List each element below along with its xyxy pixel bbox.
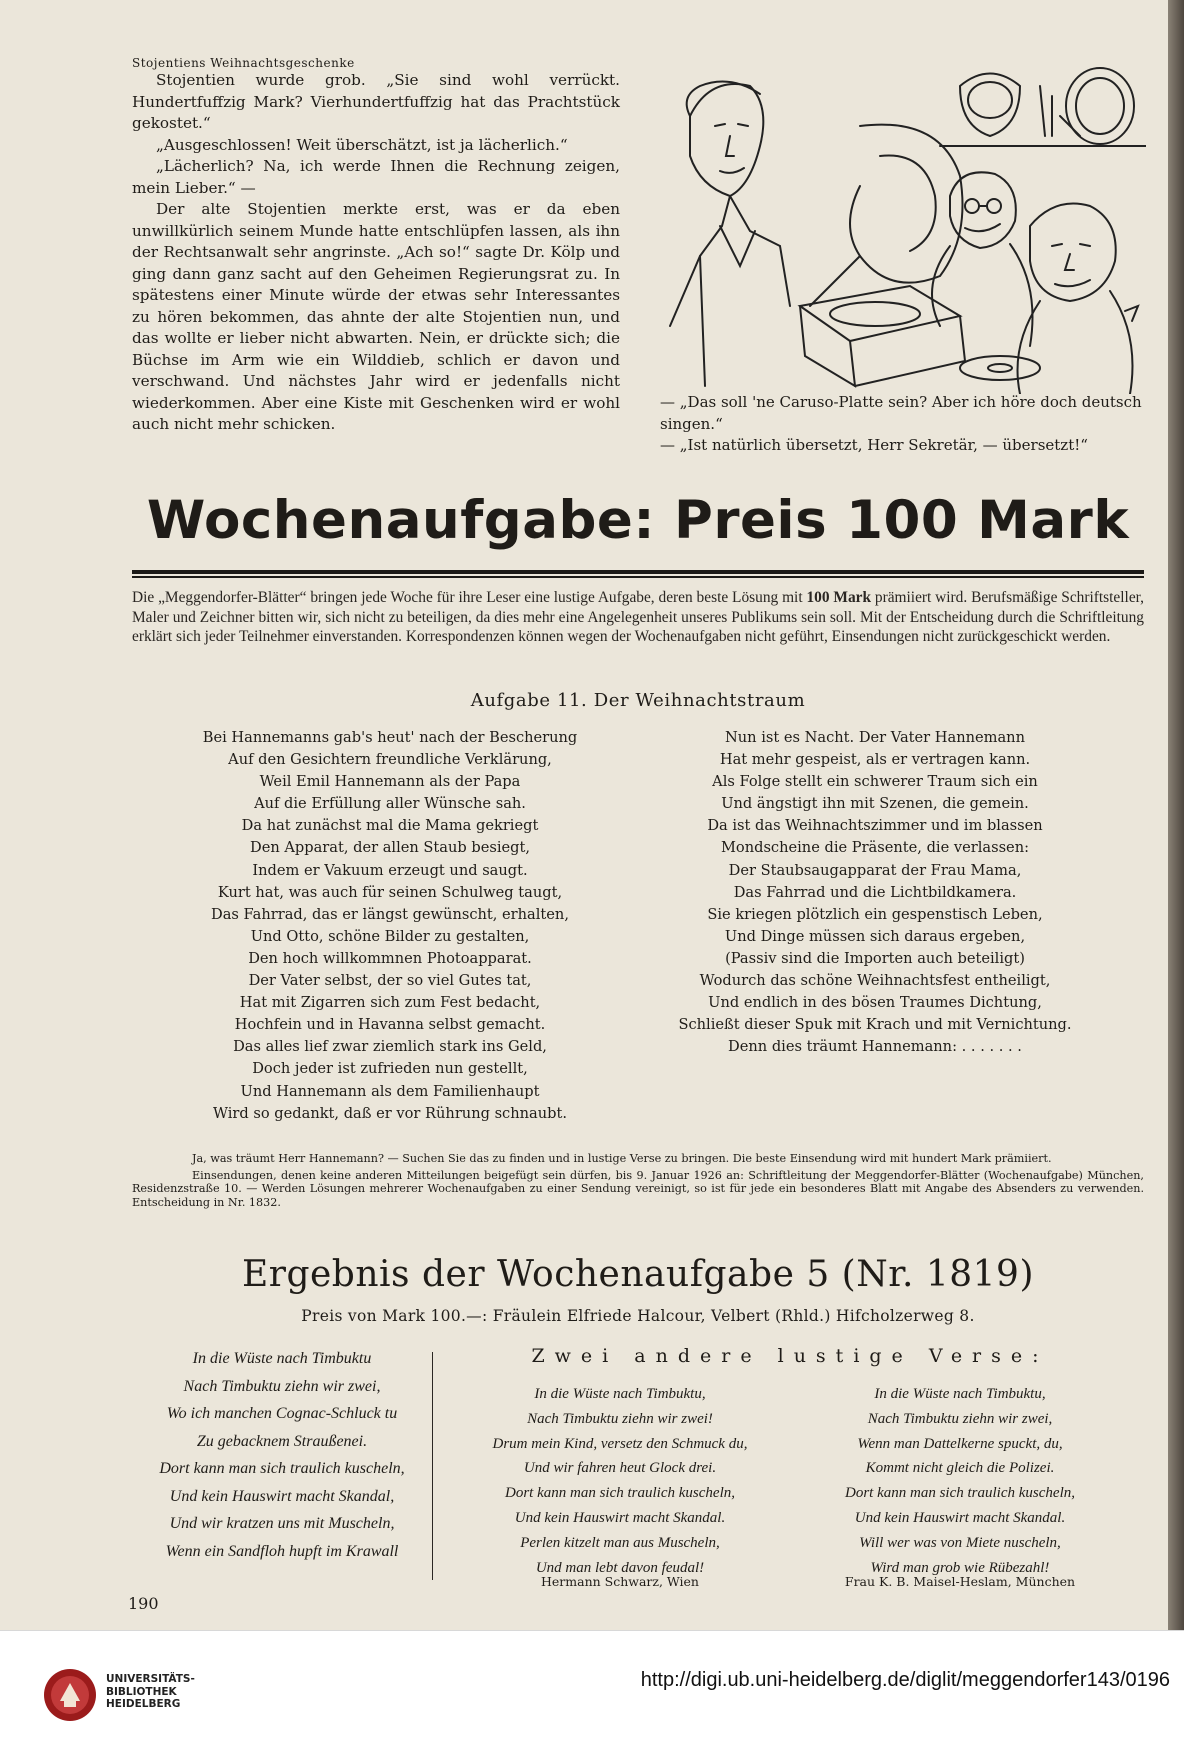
verse-line: Hochfein und in Havanna selbst gemacht. xyxy=(234,1016,546,1034)
verse-line: Der Staubsaugapparat der Frau Mama, xyxy=(728,861,1022,879)
poem-line: In die Wüste nach Timbuktu, xyxy=(534,1386,706,1402)
poem-line: Kommt nicht gleich die Polizei. xyxy=(865,1460,1055,1477)
story-column xyxy=(132,70,620,436)
intro-text: Die „Meggendorfer-Blätter“ bringen jede Woche für ihre Leser eine lustige Aufgabe, deren beste Lösung mit xyxy=(132,589,807,606)
story-paragraph: Der alte Stojentien merkte erst, was er da eben unwillkürlich seinem Munde hatte entschlüpfen lassen, als ihn der Rechtsanwalt sehr angrinste. „Ach so!“ sagte Dr. Kölp und ging dann ganz sacht auf den Geheimen Regierungsrat zu. In spätestens einer Minute würde der etwas sehr Interessantes zu hören bekommen, das ahnte der alte Stojentien nun, und das wollte er lieber nicht abwarten. Nein, er drückte sich; die Büchse im Arm wie ein Wilddieb, schlich er davon und verschwand. Und nächstes Jahr wird er jedenfalls nicht wiederkommen. Aber eine Kiste mit Geschenken wird er wohl auch nicht mehr schicken. xyxy=(132,200,620,433)
verse-line: Hat mehr gespeist, als er vertragen kann. xyxy=(719,751,1031,769)
poem-line: Und kein Hauswirt macht Skandal. xyxy=(854,1509,1066,1526)
third-poem xyxy=(790,1382,1130,1580)
poem-line: In die Wüste nach Timbuktu xyxy=(192,1350,372,1367)
poem-line: Wo ich manchen Cognac-Schluck tu xyxy=(166,1405,398,1422)
verse-line: Kurt hat, was auch für seinen Schulweg taugt, xyxy=(217,883,563,901)
verse-line: Und Otto, schöne Bilder zu gestalten, xyxy=(250,927,530,945)
prize-winner-line: Preis von Mark 100.—: Fräulein Elfriede Halcour, Velbert (Rhld.) Hifcholzerweg 8. xyxy=(301,1307,975,1325)
story-paragraph: „Ausgeschlossen! Weit überschätzt, ist ja lächerlich.“ xyxy=(156,135,568,154)
running-head: Stojentiens Weihnachtsgeschenke xyxy=(132,56,355,70)
poem-line: Perlen kitzelt man aus Muscheln, xyxy=(520,1534,720,1551)
winner-poem xyxy=(132,1345,432,1565)
verse-line: Das alles lief zwar ziemlich stark ins Geld, xyxy=(233,1038,547,1056)
verse-right xyxy=(640,727,1110,1058)
verse-line: Als Folge stellt ein schwerer Traum sich ein xyxy=(712,773,1038,791)
verse-line: Mondscheine die Präsente, die verlassen: xyxy=(720,839,1030,857)
story-paragraph: Stojentien wurde grob. „Sie sind wohl verrückt. Hundertfuffzig Mark? Vierhundertfuffzig hat das Prachtstück gekostet.“ xyxy=(132,71,620,132)
note-paragraph: Ja, was träumt Herr Hannemann? — Suchen Sie das zu finden und in lustige Verse zu bringen. Die beste Einsendung wird mit hundert Mark prämiiert. xyxy=(192,1152,1052,1165)
poem-line: Und wir fahren heut Glock drei. xyxy=(523,1460,717,1477)
banner-rule xyxy=(132,570,1144,574)
verse-line: Den Apparat, der allen Staub besiegt, xyxy=(250,839,530,857)
poem-line: Nach Timbuktu ziehn wir zwei, xyxy=(183,1377,381,1395)
verse-line: Den hoch willkommnen Photoapparat. xyxy=(248,949,532,967)
poem-line: Und kein Hauswirt macht Skandal, xyxy=(169,1487,395,1505)
page-number: 190 xyxy=(128,1594,159,1613)
poem-line: Drum mein Kind, versetz den Schmuck du, xyxy=(492,1435,748,1452)
library-name xyxy=(106,1673,195,1711)
verse-line: Und Dinge müssen sich daraus ergeben, xyxy=(724,927,1026,945)
verse-line: Schließt dieser Spuk mit Krach und mit Vernichtung. xyxy=(678,1016,1072,1034)
illustration-caption xyxy=(660,392,1146,457)
poem-author: Frau K. B. Maisel-Heslam, München xyxy=(844,1574,1076,1589)
verse-line: Der Vater selbst, der so viel Gutes tat, xyxy=(248,972,532,990)
intro-paragraph xyxy=(132,588,1144,647)
poem-author: Hermann Schwarz, Wien xyxy=(540,1574,699,1589)
submission-notes xyxy=(132,1152,1144,1213)
intro-prize: 100 Mark xyxy=(806,589,872,606)
poem-line: Wenn ein Sandfloh hupft im Krawall xyxy=(165,1542,399,1560)
verse-line: Doch jeder ist zufrieden nun gestellt, xyxy=(252,1060,528,1078)
poem-line: Und man lebt davon feudal! xyxy=(535,1559,705,1576)
verse-line: Das Fahrrad und die Lichtbildkamera. xyxy=(733,883,1017,901)
poem-line: Und wir kratzen uns mit Muscheln, xyxy=(169,1515,395,1532)
verse-line: Und endlich in des bösen Traumes Dichtung, xyxy=(708,994,1042,1012)
verse-line: Wird so gedankt, daß er vor Rührung schnaubt. xyxy=(213,1104,567,1122)
caption-line: — „Das soll 'ne Caruso-Platte sein? Aber ich höre doch deutsch singen.“ xyxy=(660,393,1142,433)
result-title: Ergebnis der Wochenaufgabe 5 (Nr. 1819) xyxy=(241,1254,1035,1295)
task-title: Aufgabe 11. Der Weihnachtstraum xyxy=(470,690,806,711)
verse-line: Denn dies träumt Hannemann: . . . . . . . xyxy=(728,1038,1022,1056)
library-name-line: HEIDELBERG xyxy=(106,1698,181,1710)
verse-line: Hat mit Zigarren sich zum Fest bedacht, xyxy=(239,994,541,1012)
verse-line: Da ist das Weihnachtszimmer und im blassen xyxy=(707,817,1043,835)
poem-line: Nach Timbuktu ziehn wir zwei, xyxy=(867,1410,1053,1427)
verse-line: Bei Hannemanns gab's heut' nach der Bescherung xyxy=(202,729,578,746)
verse-line: Nun ist es Nacht. Der Vater Hannemann xyxy=(725,729,1025,746)
poem-line: Wird man grob wie Rübezahl! xyxy=(870,1559,1050,1576)
poem-line: Dort kann man sich traulich kuscheln, xyxy=(159,1460,405,1477)
poem-line: Dort kann man sich traulich kuscheln, xyxy=(845,1485,1075,1502)
university-seal-icon xyxy=(42,1667,98,1723)
verse-line: Das Fahrrad, das er längst gewünscht, erhalten, xyxy=(211,905,569,923)
note-paragraph: Einsendungen, denen keine anderen Mitteilungen beigefügt sein dürfen, bis 9. Januar 1926 an: Schriftleitung der Meggendorfer-Blätter (Wochenaufgabe) München, Residenzstraße 10. — Werden Lösungen mehrerer Wochenaufgaben zu einer Sendung vereinigt, so ist für jede ein besonderes Blatt mit Angabe des Absenders zu verwenden. Entscheidung in Nr. 1832. xyxy=(132,1169,1144,1209)
library-name-line: UNIVERSITÄTS- xyxy=(106,1673,195,1685)
verse-line: Indem er Vakuum erzeugt und saugt. xyxy=(252,861,528,879)
verse-line: Sie kriegen plötzlich ein gespenstisch Leben, xyxy=(707,905,1043,923)
viewer-footer xyxy=(0,1630,1184,1743)
poem-line: Wenn man Dattelkerne spuckt, du, xyxy=(857,1435,1063,1452)
verse-line: Weil Emil Hannemann als der Papa xyxy=(259,773,521,791)
verse-line: Wodurch das schöne Weihnachtsfest entheiligt, xyxy=(699,972,1051,990)
banner-title: Wochenaufgabe: Preis 100 Mark xyxy=(146,490,1130,551)
library-name-line: BIBLIOTHEK xyxy=(106,1685,177,1698)
caption-line: — „Ist natürlich übersetzt, Herr Sekretär, — übersetzt!“ xyxy=(660,436,1088,454)
poem-line: Nach Timbuktu ziehn wir zwei! xyxy=(527,1410,713,1427)
page-url[interactable]: http://digi.ub.uni-heidelberg.de/diglit/meggendorfer143/0196 xyxy=(640,1669,1170,1691)
other-verses-heading: Zwei andere lustige Verse: xyxy=(531,1345,1049,1367)
poem-line: Und kein Hauswirt macht Skandal. xyxy=(514,1509,726,1526)
poem-line: Zu gebacknem Straußenei. xyxy=(196,1432,368,1450)
page-edge-shadow xyxy=(1168,0,1184,1630)
verse-line: Und Hannemann als dem Familienhaupt xyxy=(240,1082,540,1100)
verse-line: Auf die Erfüllung aller Wünsche sah. xyxy=(254,795,526,813)
story-paragraph: „Lächerlich? Na, ich werde Ihnen die Rechnung zeigen, mein Lieber.“ — xyxy=(132,157,620,197)
poem-line: Will wer was von Miete nuscheln, xyxy=(859,1534,1061,1551)
gramophone-illustration xyxy=(660,56,1146,394)
second-poem xyxy=(460,1382,780,1580)
banner-rule-thin xyxy=(132,576,1144,578)
verse-left xyxy=(160,727,620,1125)
verse-line: Auf den Gesichtern freundliche Verklärung, xyxy=(228,751,552,769)
verse-line: (Passiv sind die Importen auch beteiligt) xyxy=(725,949,1025,967)
poem-line: In die Wüste nach Timbuktu, xyxy=(874,1386,1046,1402)
verse-line: Und ängstigt ihn mit Szenen, die gemein. xyxy=(721,795,1029,813)
column-divider xyxy=(432,1352,433,1580)
poem-line: Dort kann man sich traulich kuscheln, xyxy=(505,1485,735,1502)
intro-text: prämiiert wird. Berufsmäßige Schriftsteller, Maler und Zeichner bitten wir, sich nicht zu beteiligen, da dies mehr eine Angelegenheit unseres Publikums sein soll. Mit der Entscheidung durch die Schriftleitung erklärt sich jeder Teilnehmer einverstanden. Korrespondenzen können wegen der Wochenaufgaben nicht geführt, Einsendungen nicht zurückgeschickt werden. xyxy=(132,589,1145,645)
verse-line: Da hat zunächst mal die Mama gekriegt xyxy=(241,817,539,835)
